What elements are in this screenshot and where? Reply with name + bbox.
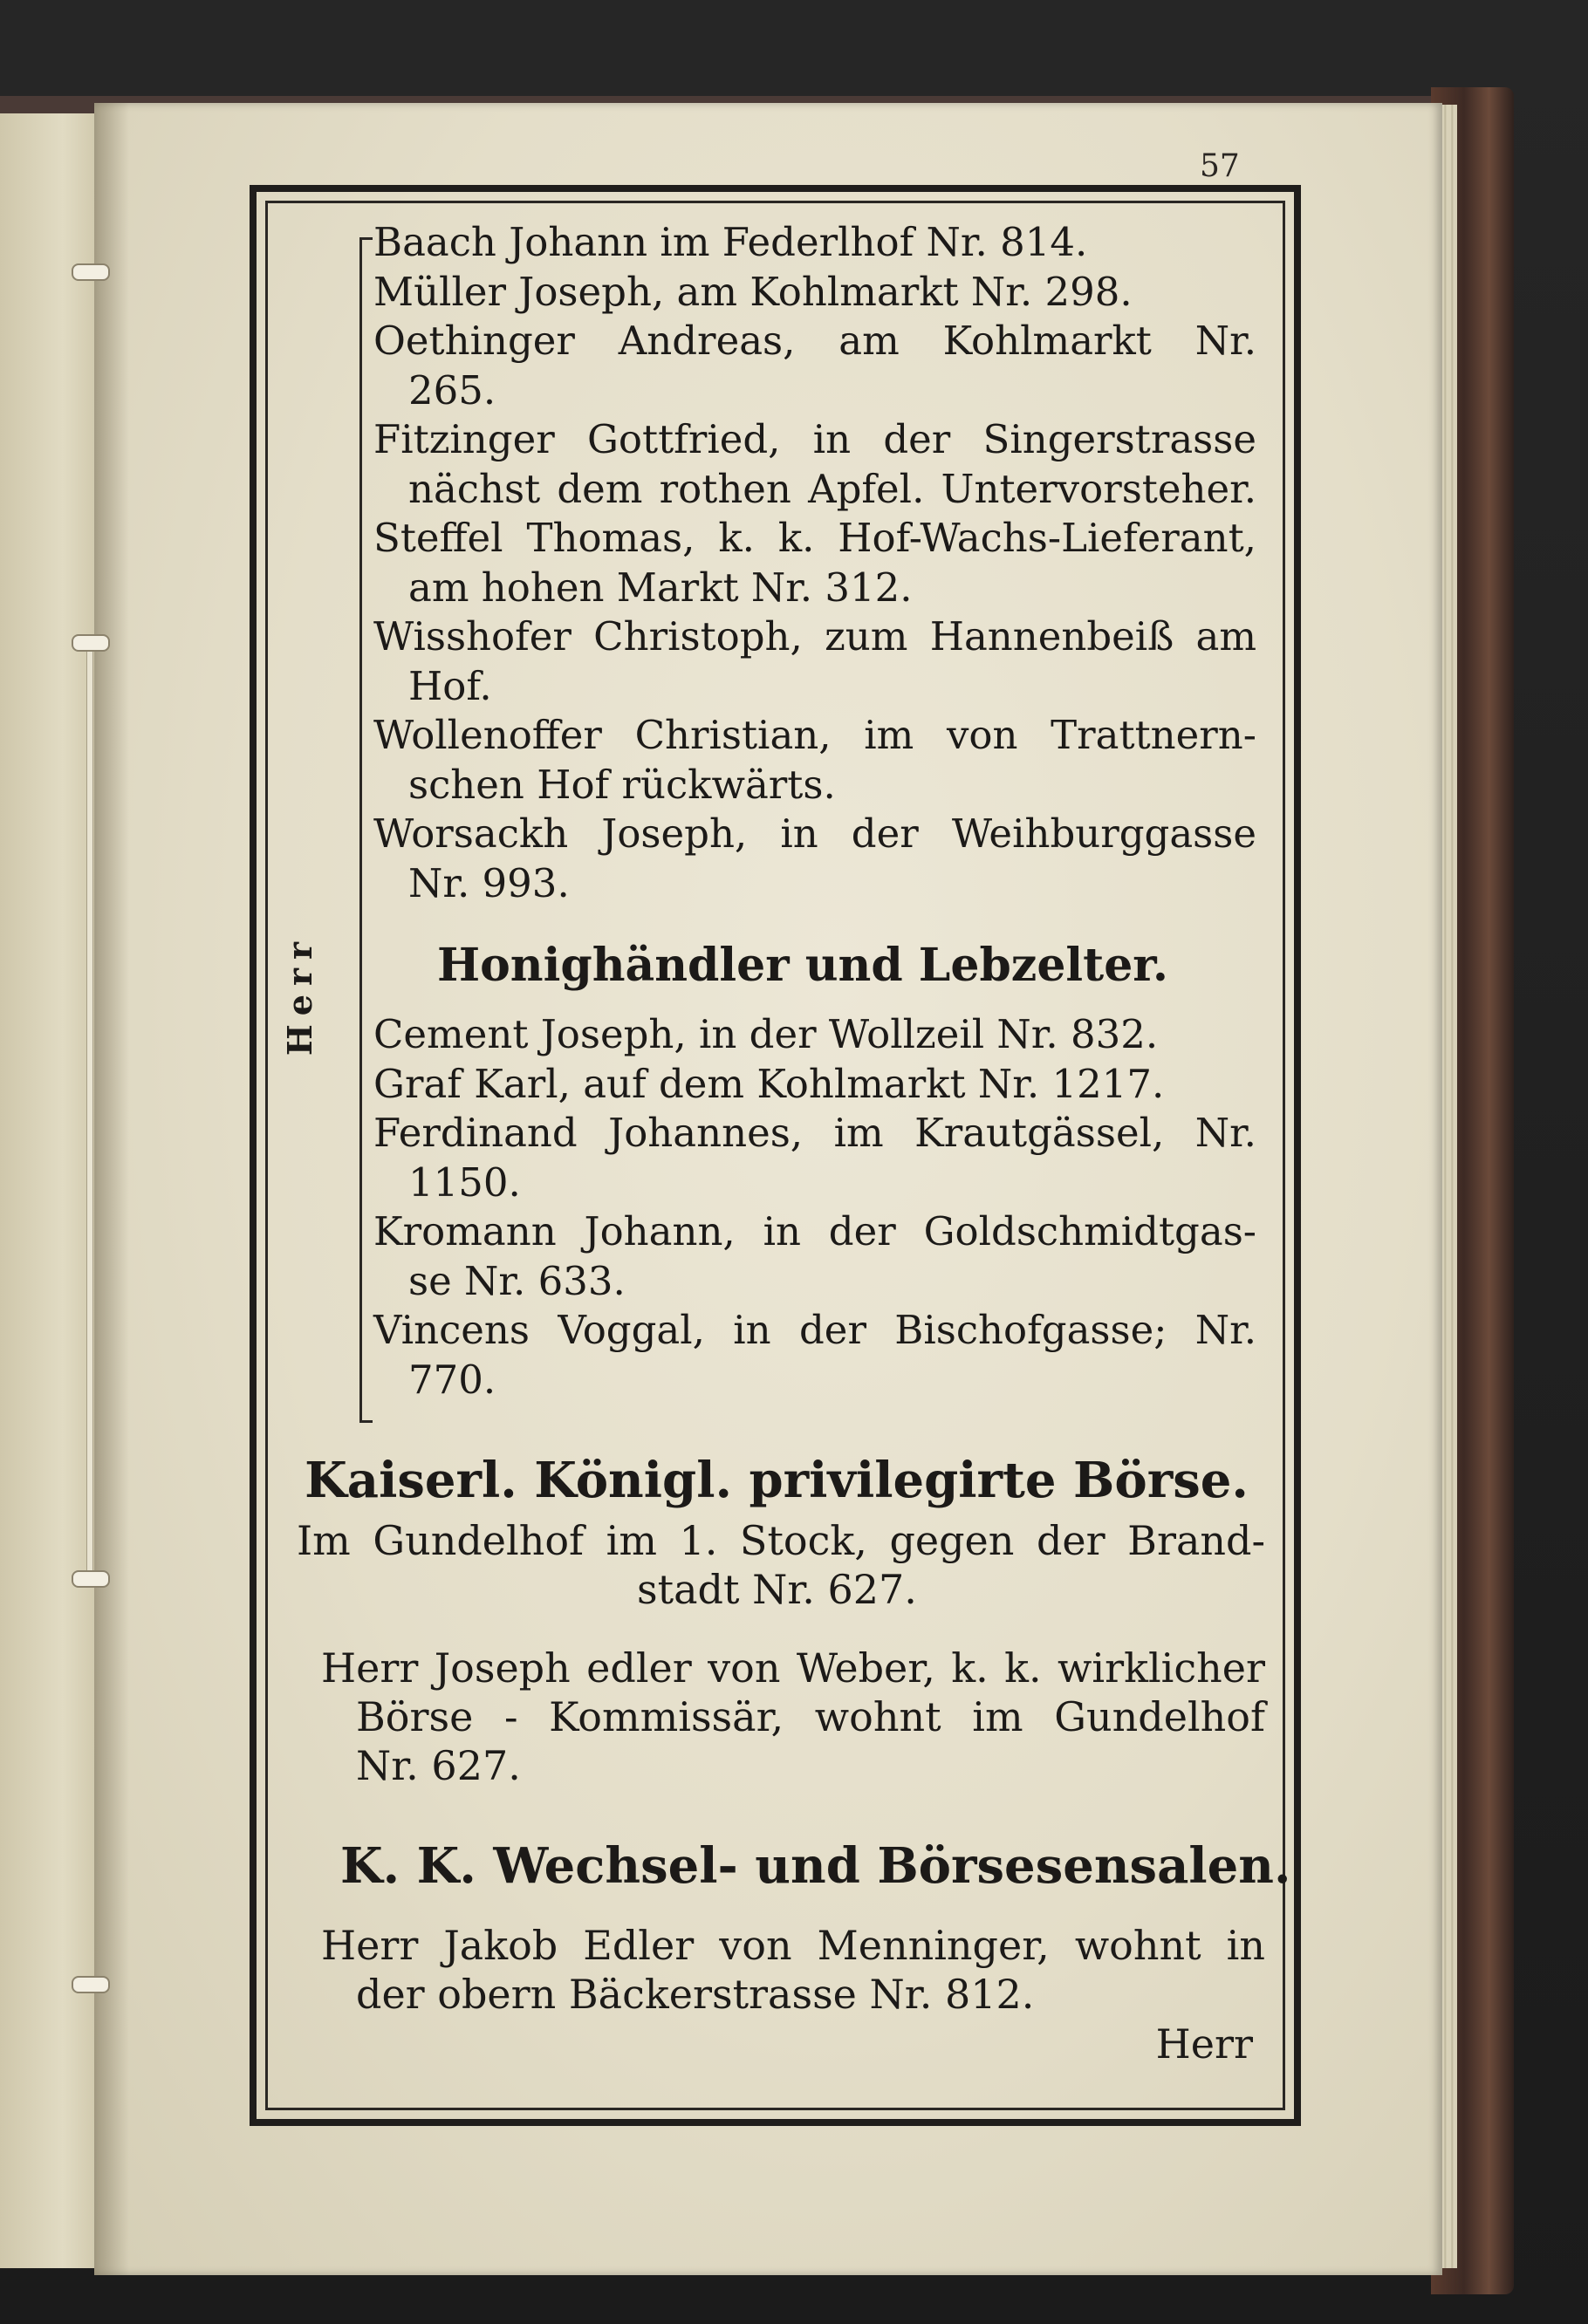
page-gutter xyxy=(94,103,129,2275)
stitch-mark xyxy=(72,634,110,652)
address-line: Im Gundelhof im 1. Stock, gegen der Brand- xyxy=(297,1517,1265,1564)
entry-line: schen Hof rückwärts. xyxy=(408,761,836,808)
entry-line: Fitzinger Gottfried, in der Singerstrasse xyxy=(373,416,1256,462)
entry-line: 1150. xyxy=(408,1159,521,1206)
entry-line: Worsackh Joseph, in der Weihburggasse xyxy=(373,810,1256,857)
section-heading: Kaiserl. Königl. privilegirte Börse. xyxy=(305,1452,1249,1509)
entry-line: Hof. xyxy=(408,662,492,709)
entry-line: Cement Joseph, in der Wollzeil Nr. 832. xyxy=(373,1011,1159,1057)
entry-bracket xyxy=(359,237,373,1423)
page-content xyxy=(280,218,1291,2094)
section2-entry-list xyxy=(373,1010,1256,1405)
entry-line: 770. xyxy=(408,1356,496,1403)
entry-line: Ferdinand Johannes, im Krautgässel, Nr. xyxy=(373,1110,1256,1156)
address-line: stadt Nr. 627. xyxy=(637,1566,917,1613)
side-label: Herr xyxy=(280,933,319,1056)
binding-thread xyxy=(86,646,93,1579)
entry-line: Wollenoffer Christian, im von Trattnern- xyxy=(373,712,1256,758)
entry-line: Wisshofer Christoph, zum Hannenbeiß am xyxy=(373,613,1256,660)
entry-line: Müller Joseph, am Kohlmarkt Nr. 298. xyxy=(373,268,1133,315)
entry-line: Nr. 993. xyxy=(408,859,570,906)
section1-entry-list xyxy=(373,218,1256,908)
entry-line: Baach Johann im Federlhof Nr. 814. xyxy=(373,219,1088,265)
entry-line: se Nr. 633. xyxy=(408,1257,626,1304)
body-line: Nr. 627. xyxy=(356,1742,521,1789)
section-heading: K. K. Wechsel- und Börsesensalen. xyxy=(340,1837,1291,1895)
body-line: Börse - Kommissär, wohnt im Gundelhof xyxy=(356,1693,1265,1740)
stitch-mark xyxy=(72,1976,110,1993)
body-line: Herr Joseph edler von Weber, k. k. wirklicher xyxy=(321,1644,1265,1692)
body-line: Herr Jakob Edler von Menninger, wohnt in xyxy=(321,1922,1265,1969)
entry-line: Vincens Voggal, in der Bischofgasse; Nr. xyxy=(373,1307,1256,1353)
entry-line: Steffel Thomas, k. k. Hof-Wachs-Lieferant, xyxy=(373,515,1256,561)
page-number: 57 xyxy=(1200,148,1240,184)
stitch-mark xyxy=(72,263,110,281)
entry-line: nächst dem rothen Apfel. Untervorsteher. xyxy=(408,465,1256,512)
entry-line: am hohen Markt Nr. 312. xyxy=(408,564,913,611)
entry-line: Kromann Johann, in der Goldschmidtgas- xyxy=(373,1208,1256,1254)
entry-line: Graf Karl, auf dem Kohlmarkt Nr. 1217. xyxy=(373,1060,1165,1107)
stitch-mark xyxy=(72,1570,110,1588)
section-heading: Honighändler und Lebzelter. xyxy=(436,939,1169,992)
entry-line: 265. xyxy=(408,366,496,414)
catchword: Herr xyxy=(1155,2020,1253,2068)
entry-line: Oethinger Andreas, am Kohlmarkt Nr. xyxy=(373,318,1256,364)
body-line: der obern Bäckerstrasse Nr. 812. xyxy=(356,1971,1035,2018)
